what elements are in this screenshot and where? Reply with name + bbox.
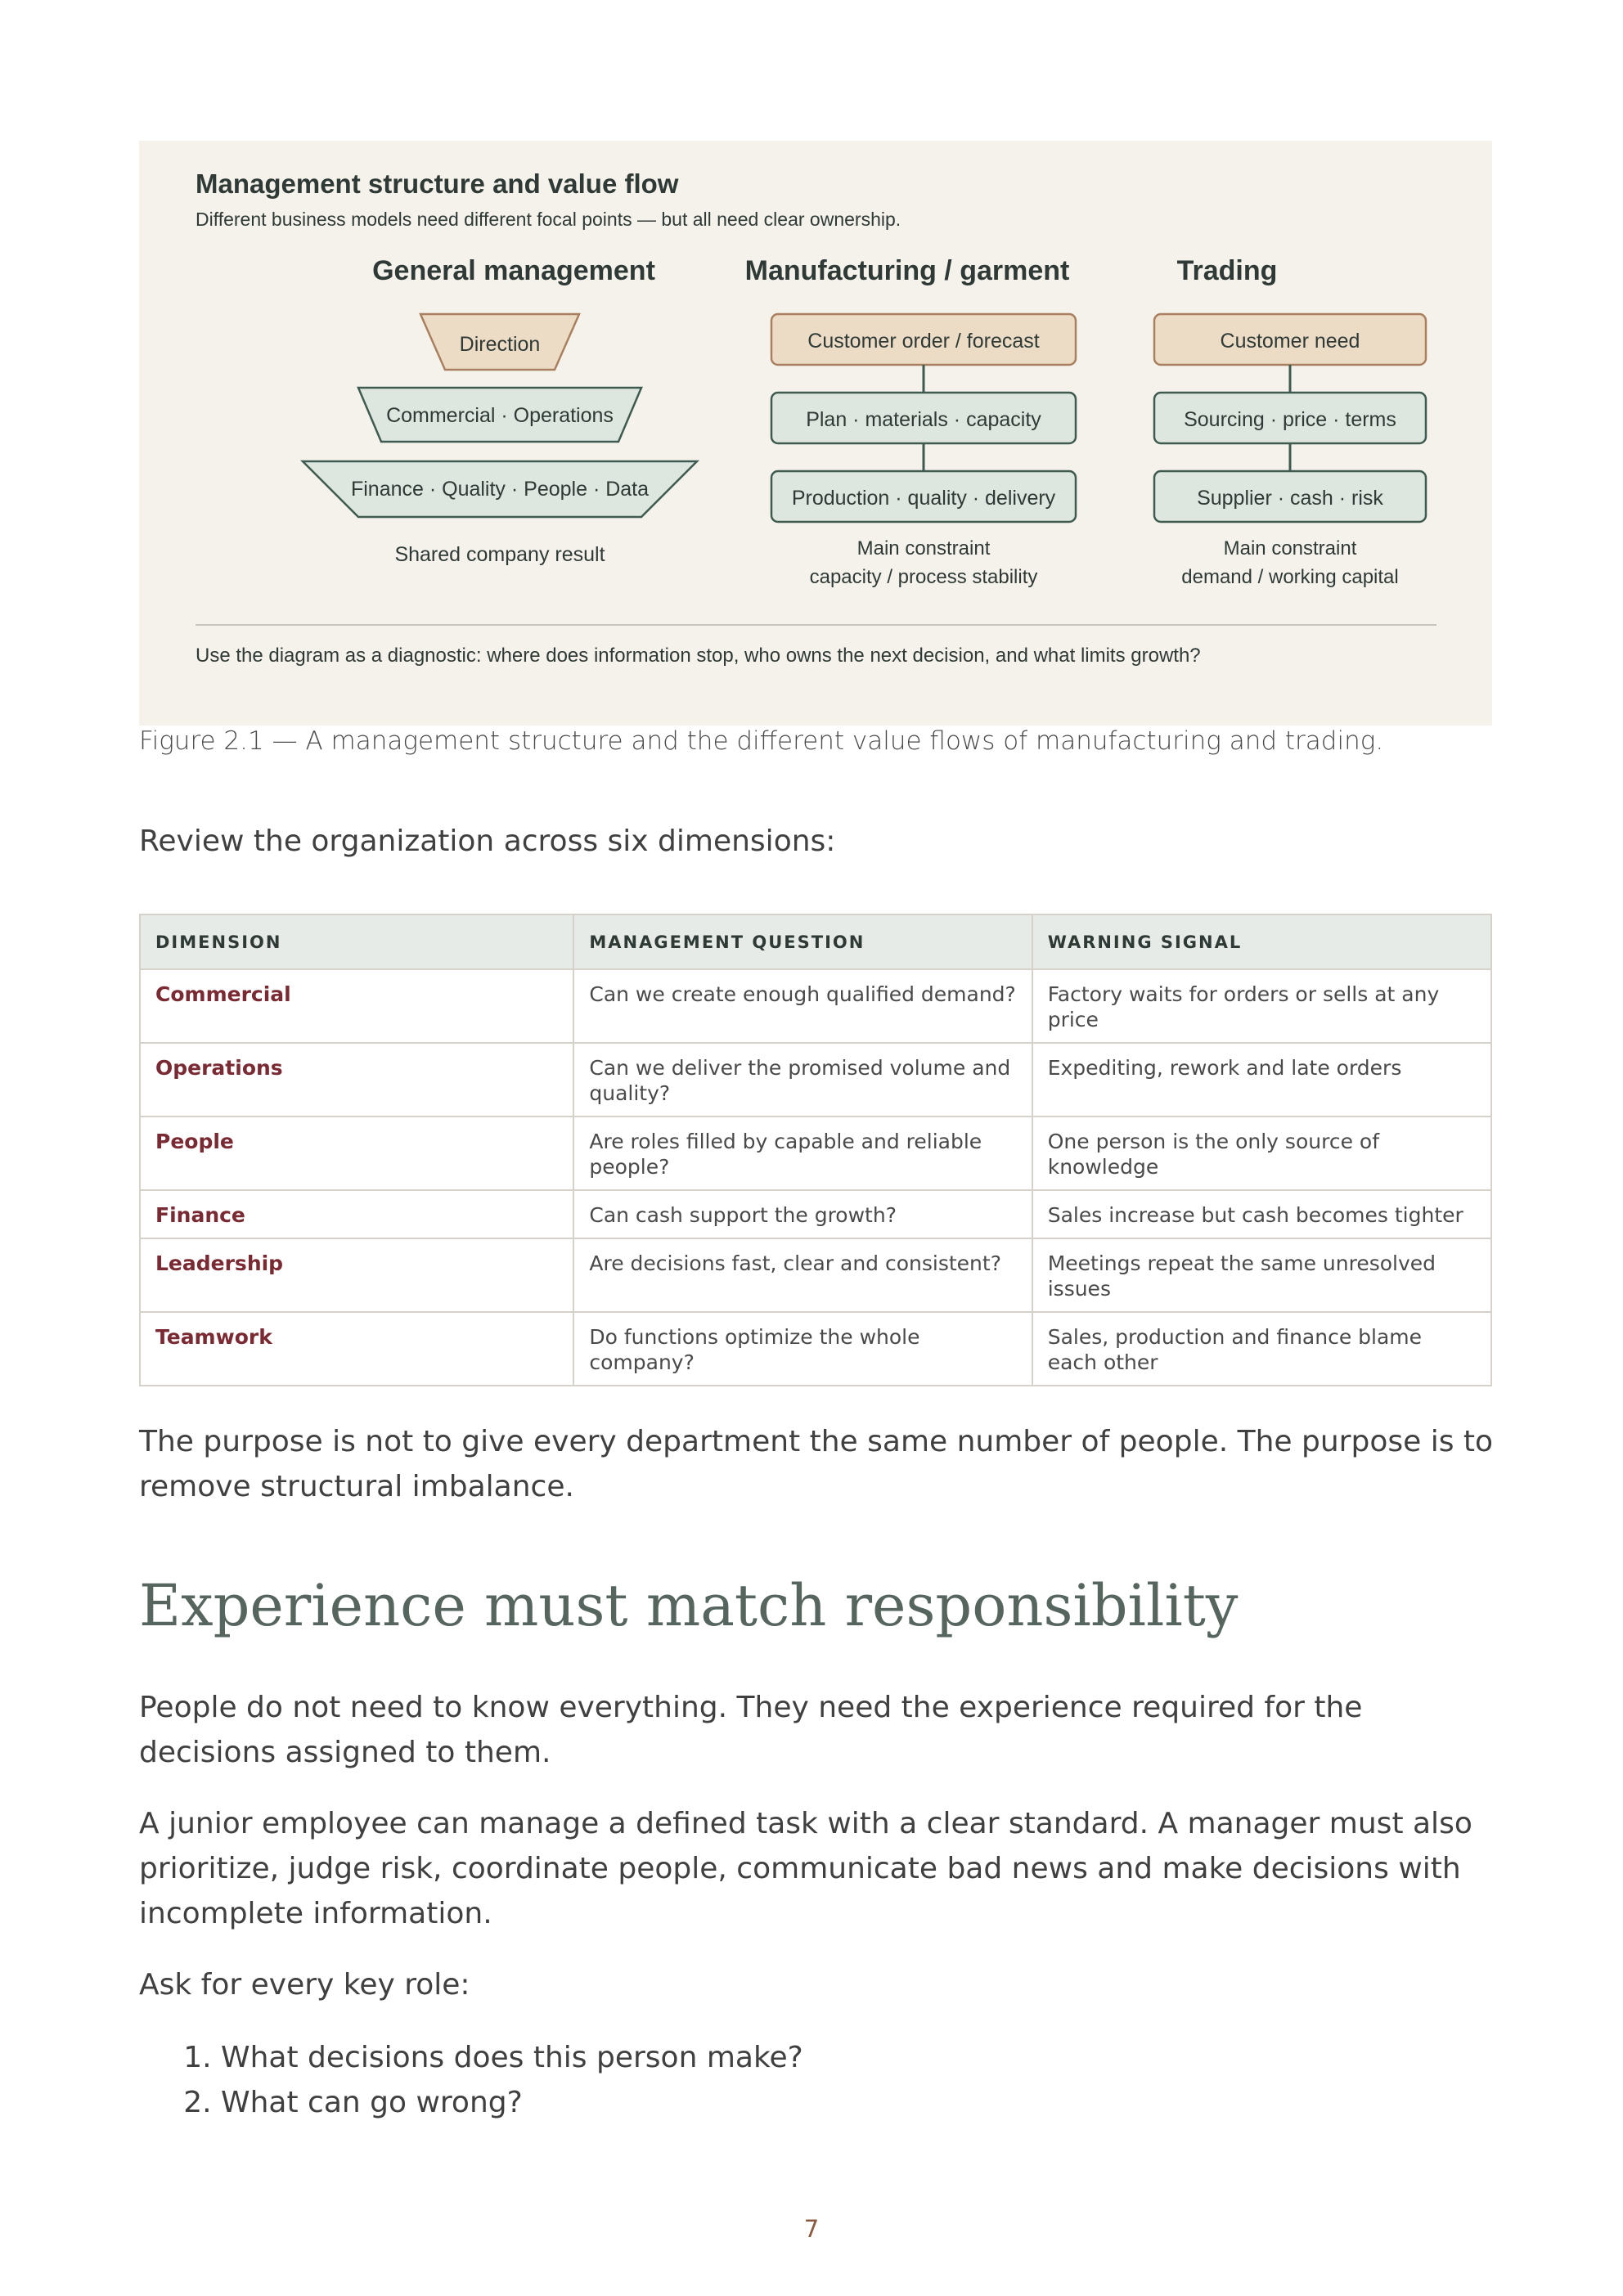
row-question: Are roles filled by capable and reliable people? [573, 1117, 1032, 1190]
row-warning: One person is the only source of knowledge [1032, 1117, 1491, 1190]
trading-heading: Trading [1176, 255, 1278, 286]
direction-label: Direction [459, 333, 541, 356]
row-dimension: People [140, 1117, 573, 1190]
shared-result-label: Shared company result [394, 543, 605, 566]
trd-step-need: Customer need [1220, 330, 1360, 353]
mfg-step-plan: Plan · materials · capacity [806, 408, 1041, 431]
row-dimension: Commercial [140, 969, 573, 1043]
management-structure-diagram [139, 141, 1492, 726]
row-question: Can we create enough qualified demand? [573, 969, 1032, 1043]
header-dimension: DIMENSION [140, 914, 573, 969]
finance-quality-label: Finance · Quality · People · Data [350, 478, 650, 501]
row-dimension: Operations [140, 1043, 573, 1117]
row-dimension: Leadership [140, 1238, 573, 1312]
row-question: Can cash support the growth? [573, 1190, 1032, 1238]
header-warning-signal: WARNING SIGNAL [1032, 914, 1491, 969]
list-item: 2. What can go wrong? [221, 2080, 803, 2125]
mfg-step-production: Production · quality · delivery [791, 487, 1056, 510]
commercial-operations-label: Commercial · Operations [386, 404, 614, 427]
row-question: Are decisions fast, clear and consistent? [573, 1238, 1032, 1312]
mfg-constraint-label: Main constraint [856, 537, 991, 559]
trd-step-supplier: Supplier · cash · risk [1197, 487, 1383, 510]
trd-constraint: demand / working capital [1181, 566, 1399, 588]
row-warning: Expediting, rework and late orders [1032, 1043, 1491, 1117]
list-item: 1. What decisions does this person make? [221, 2035, 803, 2080]
table-row [140, 1190, 1491, 1238]
table-row [140, 1312, 1491, 1386]
row-dimension: Teamwork [140, 1312, 573, 1386]
paragraph-experience: People do not need to know everything. They need the experience required for the decisions assigned to them. [139, 1691, 1363, 1769]
figure-subtitle: Different business models need different focal points — but all need clear ownership. [196, 209, 901, 230]
row-warning: Factory waits for orders or sells at any price [1032, 969, 1491, 1043]
table-header-row [140, 914, 1491, 969]
row-question: Do functions optimize the whole company? [573, 1312, 1032, 1386]
mfg-step-order: Customer order / forecast [807, 330, 1040, 353]
ask-paragraph: Ask for every key role: [139, 1968, 470, 2002]
table-row [140, 1238, 1491, 1312]
paragraph-junior-manager: A junior employee can manage a defined task with a clear standard. A manager must also prioritize, judge risk, coordinate people, communicate bad news and make decisions with incomplete information. [139, 1807, 1472, 1930]
trd-step-sourcing: Sourcing · price · terms [1184, 408, 1396, 431]
page-number: 7 [803, 2215, 820, 2243]
table-row [140, 1043, 1491, 1117]
intro-paragraph: Review the organization across six dimensions: [139, 824, 836, 858]
dimensions-table [139, 914, 1492, 1386]
row-question: Can we deliver the promised volume and quality? [573, 1043, 1032, 1117]
mfg-constraint: capacity / process stability [809, 566, 1038, 588]
row-dimension: Finance [140, 1190, 573, 1238]
row-warning: Sales increase but cash becomes tighter [1032, 1190, 1491, 1238]
table-row [140, 1117, 1491, 1190]
figure-title: Management structure and value flow [196, 168, 679, 199]
section-heading: Experience must match responsibility [139, 1572, 1239, 1639]
row-warning: Sales, production and finance blame each other [1032, 1312, 1491, 1386]
figure-caption: Figure 2.1 — A management structure and the different value flows of manufacturing and trading. [139, 726, 1384, 756]
table-row [140, 969, 1491, 1043]
figure-diagram [139, 141, 1492, 726]
trd-constraint-label: Main constraint [1223, 537, 1357, 559]
manufacturing-heading: Manufacturing / garment [744, 255, 1070, 286]
row-warning: Meetings repeat the same unresolved issues [1032, 1238, 1491, 1312]
purpose-paragraph: The purpose is not to give every department the same number of people. The purpose is to remove structural imbalance. [139, 1425, 1494, 1503]
figure-footer: Use the diagram as a diagnostic: where does information stop, who owns the next decision, and what limits growth? [196, 645, 1201, 667]
general-heading: General management [372, 255, 655, 286]
key-role-questions-list [139, 2035, 803, 2125]
header-management-question: MANAGEMENT QUESTION [573, 914, 1032, 969]
